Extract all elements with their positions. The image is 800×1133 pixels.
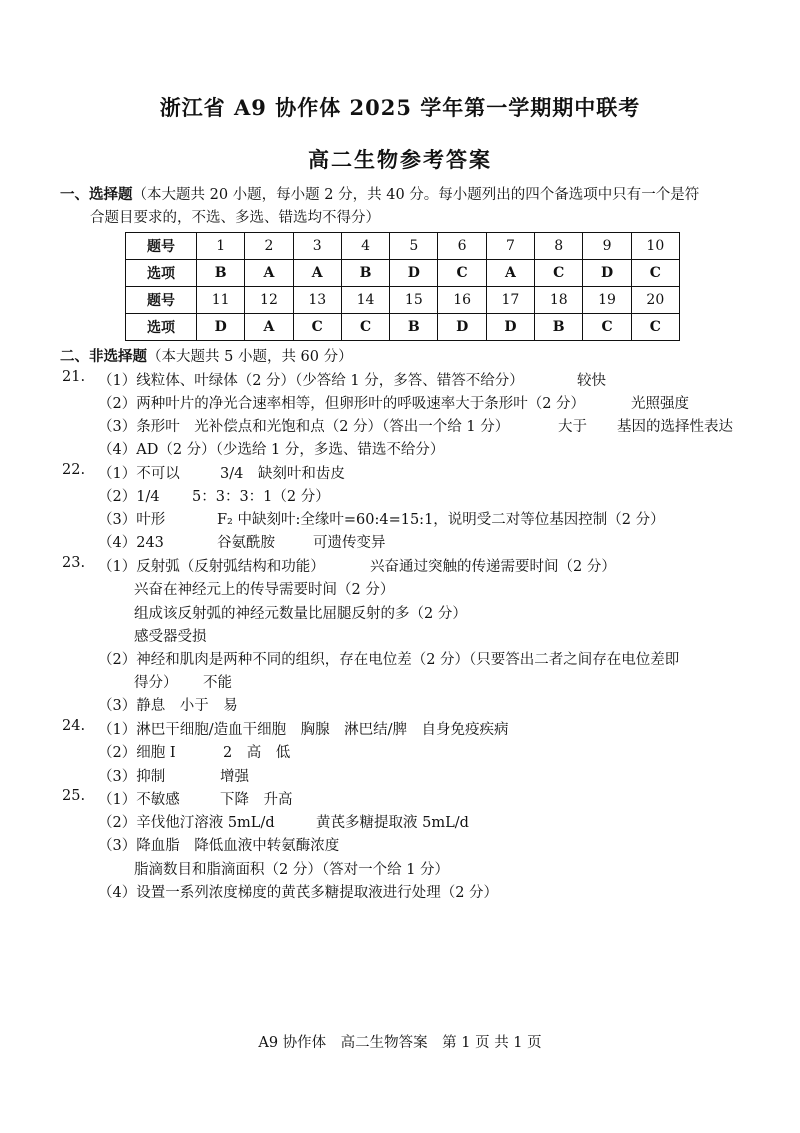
- table-cell: C: [631, 260, 679, 287]
- answer-line: （4）AD（2 分）（少选给 1 分，多选、错选不给分）: [98, 442, 445, 458]
- answer-line: （4）设置一系列浓度梯度的黄芪多糖提取液进行处理（2 分）: [98, 885, 499, 901]
- answer-line: （1）淋巴干细胞/造血干细胞 胸腺 淋巴结/脾 自身免疫疾病: [98, 722, 509, 738]
- table-cell: B: [341, 260, 389, 287]
- table-cell: 19: [583, 287, 631, 314]
- answer-line: （3）降血脂 降低血液中转氨酶浓度: [98, 838, 340, 854]
- table-cell: 6: [438, 233, 486, 260]
- answer-line: （4）243: [98, 535, 164, 551]
- table-cell: 7: [486, 233, 534, 260]
- question-number: 25.: [62, 788, 86, 804]
- table-cell: C: [583, 314, 631, 341]
- document-title: 浙江省 A9 协作体 2025 学年第一学期期中联考: [159, 95, 641, 120]
- table-cell: 5: [390, 233, 438, 260]
- answer-line: 3/4 缺刻叶和齿皮: [220, 466, 345, 482]
- answer-line: （1）不敏感: [98, 792, 180, 808]
- table-label: 选项: [126, 314, 197, 341]
- table-cell: 17: [486, 287, 534, 314]
- table-cell: 18: [535, 287, 583, 314]
- answer-line: 可遗传变异: [313, 535, 386, 551]
- table-cell: A: [245, 260, 293, 287]
- answer-line: 5：3：3：1（2 分）: [192, 489, 330, 505]
- table-cell: C: [438, 260, 486, 287]
- table-cell: B: [197, 260, 245, 287]
- answer-line: （2）辛伐他汀溶液 5mL/d: [98, 815, 275, 831]
- table-cell: 15: [390, 287, 438, 314]
- table-row: [126, 314, 680, 341]
- table-label: 题号: [126, 287, 197, 314]
- answer-line: 兴奋通过突触的传递需要时间（2 分）: [370, 559, 616, 575]
- table-cell: 9: [583, 233, 631, 260]
- answer-line: F₂ 中缺刻叶:全缘叶=60:4=15:1，说明受二对等位基因控制（2 分）: [217, 512, 665, 528]
- table-cell: 14: [341, 287, 389, 314]
- answer-line: 黄芪多糖提取液 5mL/d: [316, 815, 469, 831]
- table-cell: C: [293, 314, 341, 341]
- table-cell: 12: [245, 287, 293, 314]
- answer-line: 脂滴数目和脂滴面积（2 分）（答对一个给 1 分）: [134, 862, 450, 878]
- table-label: 选项: [126, 260, 197, 287]
- document-subtitle: 高二生物参考答案: [308, 147, 492, 172]
- page-footer: A9 协作体 高二生物答案 第 1 页 共 1 页: [258, 1035, 542, 1051]
- answer-line: （3）条形叶 光补偿点和光饱和点（2 分）（答出一个给 1 分）: [98, 419, 510, 435]
- answer-line: （1）不可以: [98, 466, 180, 482]
- table-cell: D: [438, 314, 486, 341]
- answer-line: （1）线粒体、叶绿体（2 分）（少答给 1 分，多答、错答不给分）: [98, 373, 524, 389]
- table-row: [126, 287, 680, 314]
- answer-line: 感受器受损: [134, 629, 207, 645]
- answer-line: （2）两种叶片的净光合速率相等，但卵形叶的呼吸速率大于条形叶（2 分）: [98, 396, 586, 412]
- table-cell: A: [293, 260, 341, 287]
- answer-line: （2）神经和肌肉是两种不同的组织，存在电位差（2 分）（只要答出二者之间存在电位差即: [98, 652, 680, 668]
- question-number: 21.: [62, 369, 86, 385]
- question-number: 23.: [62, 555, 86, 571]
- table-row: [126, 233, 680, 260]
- table-cell: 20: [631, 287, 679, 314]
- answer-line: （3）静息 小于 易: [98, 698, 238, 714]
- section2-desc: （本大题共 5 小题，共 60 分）: [147, 349, 353, 365]
- answer-line: 得分）: [134, 675, 178, 691]
- answer-line: （2）1/4: [98, 489, 160, 505]
- table-cell: C: [631, 314, 679, 341]
- question-number: 24.: [62, 718, 86, 734]
- table-cell: B: [390, 314, 438, 341]
- answer-line: 光照强度: [631, 396, 689, 412]
- section1-line1: [60, 183, 699, 204]
- answer-line: （1）反射弧（反射弧结构和功能）: [98, 559, 325, 575]
- table-cell: 1: [197, 233, 245, 260]
- table-row: [126, 260, 680, 287]
- answer-line: 不能: [203, 675, 232, 691]
- table-cell: 13: [293, 287, 341, 314]
- table-cell: D: [583, 260, 631, 287]
- answer-line: （2）细胞 I: [98, 745, 176, 761]
- answer-line: 大于: [558, 419, 587, 435]
- table-cell: A: [486, 260, 534, 287]
- answer-line: 基因的选择性表达: [617, 419, 733, 435]
- table-cell: B: [535, 314, 583, 341]
- table-cell: 16: [438, 287, 486, 314]
- table-cell: 3: [293, 233, 341, 260]
- table-cell: D: [197, 314, 245, 341]
- table-cell: 11: [197, 287, 245, 314]
- section2-line: [60, 345, 353, 366]
- answer-line: 谷氨酰胺: [217, 535, 275, 551]
- answer-line: 下降 升高: [220, 792, 293, 808]
- answer-line: 增强: [220, 769, 249, 785]
- section1-heading: 一、选择题: [60, 186, 133, 203]
- answer-line: 组成该反射弧的神经元数量比屈腿反射的多（2 分）: [134, 606, 467, 622]
- section1-desc2: 合题目要求的，不选、多选、错选均不得分）: [90, 210, 380, 226]
- answer-line: 兴奋在神经元上的传导需要时间（2 分）: [134, 582, 395, 598]
- table-cell: C: [341, 314, 389, 341]
- table-cell: 10: [631, 233, 679, 260]
- answer-table: [125, 232, 680, 341]
- table-cell: D: [390, 260, 438, 287]
- table-cell: 8: [535, 233, 583, 260]
- section2-heading: 二、非选择题: [60, 348, 147, 365]
- answer-line: （3）抑制: [98, 769, 166, 785]
- table-cell: C: [535, 260, 583, 287]
- table-cell: 2: [245, 233, 293, 260]
- question-number: 22.: [62, 462, 86, 478]
- table-cell: A: [245, 314, 293, 341]
- answer-line: 较快: [577, 373, 606, 389]
- table-cell: D: [486, 314, 534, 341]
- section1-desc1: （本大题共 20 小题，每小题 2 分，共 40 分。每小题列出的四个备选项中只有一个是符: [132, 187, 700, 203]
- table-label: 题号: [126, 233, 197, 260]
- table-cell: 4: [341, 233, 389, 260]
- answer-line: （3）叶形: [98, 512, 166, 528]
- answer-line: 2 高 低: [223, 745, 291, 761]
